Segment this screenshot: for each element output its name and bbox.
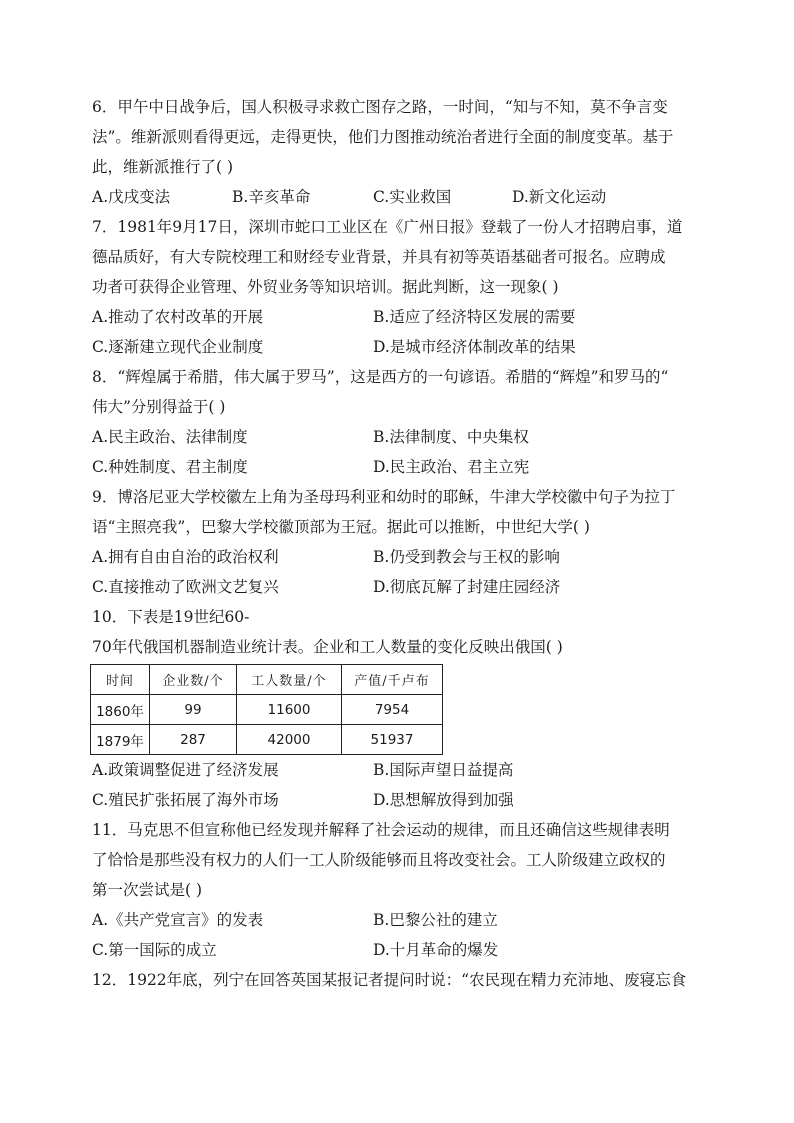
table-cell: 7954 xyxy=(342,695,443,725)
question-7-stem-line: 7．1981年9月17日，深圳市蛇口工业区在《广州日报》登载了一份人才招聘启事，道 xyxy=(92,218,683,236)
option-d: D.彻底瓦解了封建庄园经济 xyxy=(373,578,561,596)
question-9-options-row-1 xyxy=(92,542,702,572)
option-d: D.是城市经济体制改革的结果 xyxy=(373,338,576,356)
question-10 xyxy=(92,602,702,815)
question-7-options-row-1 xyxy=(92,302,702,332)
table-cell: 11600 xyxy=(237,695,342,725)
option-b: B.辛亥革命 xyxy=(232,188,311,206)
question-6-stem-line: 此，维新派推行了( ) xyxy=(92,158,234,176)
question-9-options-row-2 xyxy=(92,572,702,602)
question-11-options-row-1 xyxy=(92,905,702,935)
table-cell: 42000 xyxy=(237,725,342,755)
option-c: C.殖民扩张拓展了海外市场 xyxy=(92,791,279,809)
table-header-cell: 时间 xyxy=(91,665,150,695)
question-8-stem-line: 8．“辉煌属于希腊，伟大属于罗马”，这是西方的一句谚语。希腊的“辉煌”和罗马的“ xyxy=(92,368,669,386)
question-10-stem-line: 10．下表是19世纪60- xyxy=(92,608,250,626)
question-10-options-row-2 xyxy=(92,785,702,815)
question-11-stem-line: 了恰恰是那些没有权力的人们一工人阶级能够而且将改变社会。工人阶级建立政权的 xyxy=(92,851,666,869)
question-7-options-row-2 xyxy=(92,332,702,362)
table-cell: 51937 xyxy=(342,725,443,755)
table-cell: 287 xyxy=(150,725,237,755)
statistics-table xyxy=(90,664,443,755)
question-8-stem-line: 伟大”分别得益于( ) xyxy=(92,398,226,416)
question-8-options-row-2 xyxy=(92,452,702,482)
option-a: A.政策调整促进了经济发展 xyxy=(92,761,279,779)
question-page xyxy=(92,92,702,995)
option-d: D.新文化运动 xyxy=(512,188,607,206)
table-row xyxy=(91,725,443,755)
question-8-options-row-1 xyxy=(92,422,702,452)
option-a: A.戊戌变法 xyxy=(92,188,171,206)
table-cell: 1879年 xyxy=(91,725,150,755)
question-7 xyxy=(92,212,702,362)
question-10-options-row-1 xyxy=(92,755,702,785)
table-row xyxy=(91,695,443,725)
question-7-stem-line: 功者可获得企业管理、外贸业务等知识培训。据此判断，这一现象( ) xyxy=(92,278,559,296)
question-9-stem-line: 语“主照亮我”，巴黎大学校徽顶部为王冠。据此可以推断，中世纪大学( ) xyxy=(92,518,590,536)
table-header-cell: 企业数/个 xyxy=(150,665,237,695)
option-b: B.法律制度、中央集权 xyxy=(373,428,529,446)
option-d: D.民主政治、君主立宪 xyxy=(373,458,530,476)
question-6 xyxy=(92,92,702,212)
table-cell: 1860年 xyxy=(91,695,150,725)
table-header-cell: 产值/千卢布 xyxy=(342,665,443,695)
option-c: C.实业救国 xyxy=(373,188,452,206)
question-12 xyxy=(92,965,702,995)
table-cell: 99 xyxy=(150,695,237,725)
option-c: C.种姓制度、君主制度 xyxy=(92,458,248,476)
table-header-row xyxy=(91,665,443,695)
option-d: D.思想解放得到加强 xyxy=(373,791,514,809)
question-8 xyxy=(92,362,702,482)
option-b: B.适应了经济特区发展的需要 xyxy=(373,308,576,326)
question-6-options xyxy=(92,182,702,212)
question-6-stem-line: 6．甲午中日战争后，国人积极寻求救亡图存之路，一时间，“知与不知，莫不争言变 xyxy=(92,98,668,116)
option-c: C.逐渐建立现代企业制度 xyxy=(92,338,264,356)
question-9 xyxy=(92,482,702,602)
question-11-options-row-2 xyxy=(92,935,702,965)
option-a: A.推动了农村改革的开展 xyxy=(92,308,264,326)
option-a: A.民主政治、法律制度 xyxy=(92,428,248,446)
question-11-stem-line: 11．马克思不但宣称他已经发现并解释了社会运动的规律，而且还确信这些规律表明 xyxy=(92,821,670,839)
option-b: B.仍受到教会与王权的影响 xyxy=(373,548,560,566)
table-header-cell: 工人数量/个 xyxy=(237,665,342,695)
question-11-stem-line: 第一次尝试是( ) xyxy=(92,881,203,899)
option-b: B.国际声望日益提高 xyxy=(373,761,514,779)
question-10-stem-line: 70年代俄国机器制造业统计表。企业和工人数量的变化反映出俄国( ) xyxy=(92,638,563,656)
question-12-stem-line: 12．1922年底，列宁在回答英国某报记者提问时说：“农民现在精力充沛地、废寝忘食 xyxy=(92,971,687,989)
option-a: A.《共产党宣言》的发表 xyxy=(92,911,264,929)
question-6-stem-line: 法”。维新派则看得更远，走得更快，他们力图推动统治者进行全面的制度变革。基于 xyxy=(92,128,674,146)
question-7-stem-line: 德品质好，有大专院校理工和财经专业背景，并具有初等英语基础者可报名。应聘成 xyxy=(92,248,666,266)
option-d: D.十月革命的爆发 xyxy=(373,941,499,959)
option-c: C.直接推动了欧洲文艺复兴 xyxy=(92,578,279,596)
option-a: A.拥有自由自治的政治权利 xyxy=(92,548,279,566)
option-b: B.巴黎公社的建立 xyxy=(373,911,498,929)
option-c: C.第一国际的成立 xyxy=(92,941,217,959)
question-11 xyxy=(92,815,702,965)
question-9-stem-line: 9．博洛尼亚大学校徽左上角为圣母玛利亚和幼时的耶稣，牛津大学校徽中句子为拉丁 xyxy=(92,488,676,506)
